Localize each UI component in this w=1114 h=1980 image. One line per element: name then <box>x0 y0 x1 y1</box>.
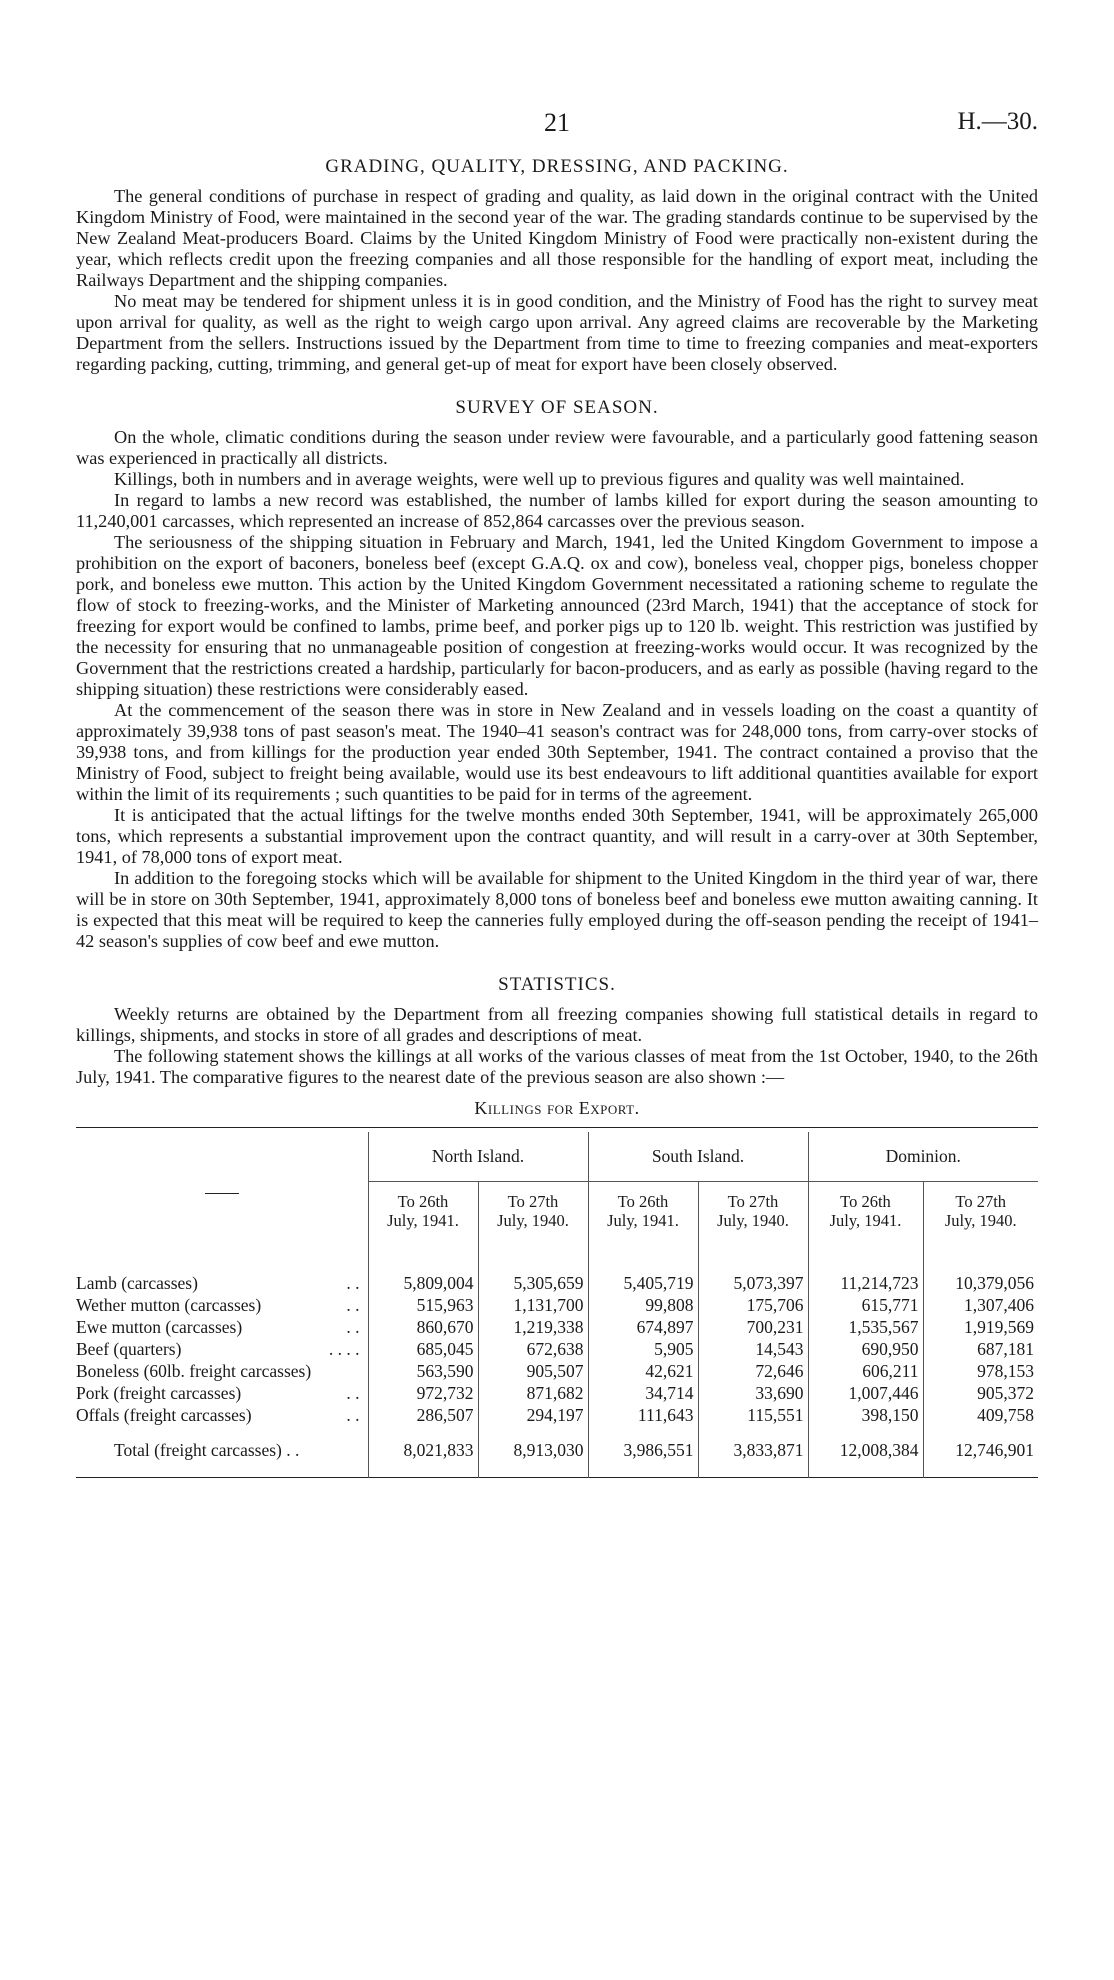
total-value: 8,913,030 <box>478 1426 588 1478</box>
group-header: South Island. <box>588 1132 808 1182</box>
table-cell: 11,214,723 <box>808 1272 923 1294</box>
table-cell: 5,809,004 <box>368 1272 478 1294</box>
table-cell: 672,638 <box>478 1338 588 1360</box>
table-cell: 286,507 <box>368 1404 478 1426</box>
total-label: Total (freight carcasses) . . <box>114 1440 300 1460</box>
page-number: 21 <box>544 108 570 137</box>
table-cell: 563,590 <box>368 1360 478 1382</box>
row-label: Wether mutton (carcasses) . . <box>76 1294 360 1315</box>
table-cell: 1,535,567 <box>808 1316 923 1338</box>
row-label: Beef (quarters) . . . . <box>76 1338 360 1359</box>
table-cell: 5,305,659 <box>478 1272 588 1294</box>
paragraph: The following statement shows the killings at all works of the various classes of meat from the 1st October, 1940, to the 26th July, 1941. The comparative figures to the nearest date of the previous season are also shown :— <box>76 1046 1038 1087</box>
section-heading-grading: GRADING, QUALITY, DRESSING, AND PACKING. <box>325 156 789 177</box>
table-cell: 674,897 <box>588 1316 698 1338</box>
table-cell: 398,150 <box>808 1404 923 1426</box>
table-cell: 1,307,406 <box>923 1294 1038 1316</box>
row-label: Offals (freight carcasses) . . <box>76 1404 360 1425</box>
table-cell: 871,682 <box>478 1382 588 1404</box>
group-header: Dominion. <box>808 1132 1038 1182</box>
table-cell: 905,507 <box>478 1360 588 1382</box>
table-cell: 1,007,446 <box>808 1382 923 1404</box>
table-row <box>76 1338 1038 1360</box>
table-cell: 33,690 <box>698 1382 808 1404</box>
row-label: Pork (freight carcasses) . . <box>76 1382 360 1403</box>
table-cell: 1,219,338 <box>478 1316 588 1338</box>
paragraph: Weekly returns are obtained by the Department from all freezing companies showing full statistical details in regard to killings, shipments, and stocks in store of all grades and descriptions of meat. <box>76 1004 1038 1045</box>
table-cell: 615,771 <box>808 1294 923 1316</box>
column-header: To 26th July, 1941. <box>588 1182 698 1253</box>
table-cell: 14,543 <box>698 1338 808 1360</box>
table-cell: 5,073,397 <box>698 1272 808 1294</box>
table-cell: 409,758 <box>923 1404 1038 1426</box>
table-cell: 34,714 <box>588 1382 698 1404</box>
table-row <box>76 1404 1038 1426</box>
document-page <box>76 108 1038 1482</box>
table-cell: 860,670 <box>368 1316 478 1338</box>
column-header: To 27th July, 1940. <box>478 1182 588 1253</box>
row-label: Ewe mutton (carcasses) . . <box>76 1316 360 1337</box>
table-cell: 115,551 <box>698 1404 808 1426</box>
table-cell: 700,231 <box>698 1316 808 1338</box>
total-value: 8,021,833 <box>368 1426 478 1478</box>
group-header: North Island. <box>368 1132 588 1182</box>
killings-table <box>76 1127 1038 1482</box>
document-reference: H.—30. <box>957 108 1038 135</box>
table-cell: 606,211 <box>808 1360 923 1382</box>
paragraph: The seriousness of the shipping situation in February and March, 1941, led the United Kingdom Government to impose a prohibition on the export of baconers, boneless beef (except G.A.Q. ox and cow), boneless veal, chopper pigs, boneless chopper pork, and boneless ewe mutton. This action by the United Kingdom Government necessitated a rationing scheme to regulate the flow of stock to freezing-works, and the Minister of Marketing announced (23rd March, 1941) that the acceptance of stock for freezing for export would be confined to lambs, prime beef, and porker pigs up to 120 lb. weight. This restriction was justified by the necessity for ensuring that no unmanageable position of congestion at freezing-works would occur. It was recognized by the Government that the restrictions created a hardship, particularly for bacon-producers, and as early as possible (having regard to the shipping situation) these restrictions were considerably eased. <box>76 532 1038 699</box>
table-row <box>76 1360 1038 1382</box>
total-value: 3,833,871 <box>698 1426 808 1478</box>
total-value: 3,986,551 <box>588 1426 698 1478</box>
table-cell: 10,379,056 <box>923 1272 1038 1294</box>
column-header: To 26th July, 1941. <box>368 1182 478 1253</box>
column-header: To 26th July, 1941. <box>808 1182 923 1253</box>
total-row <box>76 1426 1038 1478</box>
table-cell: 5,905 <box>588 1338 698 1360</box>
paragraph: Killings, both in numbers and in average weights, were well up to previous figures and quality was well maintained. <box>114 469 965 489</box>
paragraph: The general conditions of purchase in respect of grading and quality, as laid down in the original contract with the United Kingdom Ministry of Food, were maintained in the second year of the war. The grading standards continue to be supervised by the New Zealand Meat-producers Board. Claims by the United Kingdom Ministry of Food were practically non-existent during the year, which reflects credit upon the freezing companies and all those responsible for the handling of export meat, including the Railways Department and the shipping companies. <box>76 186 1038 290</box>
column-header: To 27th July, 1940. <box>923 1182 1038 1253</box>
table-cell: 72,646 <box>698 1360 808 1382</box>
table-cell: 294,197 <box>478 1404 588 1426</box>
table-cell: 111,643 <box>588 1404 698 1426</box>
table-row <box>76 1316 1038 1338</box>
table-cell: 1,131,700 <box>478 1294 588 1316</box>
table-cell: 175,706 <box>698 1294 808 1316</box>
paragraph: On the whole, climatic conditions during the season under review were favourable, and a particularly good fattening season was experienced in practically all districts. <box>76 427 1038 468</box>
paragraph: In addition to the foregoing stocks which will be available for shipment to the United Kingdom in the third year of war, there will be in store on 30th September, 1941, approximately 8,000 tons of boneless beef and boneless ewe mutton awaiting canning. It is expected that this meat will be required to keep the canneries fully employed during the off-season pending the receipt of 1941–42 season's supplies of cow beef and ewe mutton. <box>76 868 1038 951</box>
table-row <box>76 1294 1038 1316</box>
table-cell: 690,950 <box>808 1338 923 1360</box>
paragraph: No meat may be tendered for shipment unless it is in good condition, and the Ministry of Food has the right to survey meat upon arrival for quality, as well as the right to weigh cargo upon arrival. Any agreed claims are recoverable by the Marketing Department from the sellers. Instructions issued by the Department from time to time to freezing companies and meat-exporters regarding packing, cutting, trimming, and general get-up of meat for export have been closely observed. <box>76 291 1038 374</box>
table-cell: 515,963 <box>368 1294 478 1316</box>
table-caption: Killings for Export. <box>474 1098 640 1118</box>
table-body <box>76 1272 1038 1426</box>
section-heading-statistics: STATISTICS. <box>498 974 616 995</box>
row-label: Lamb (carcasses) . . <box>76 1272 360 1293</box>
table-cell: 1,919,569 <box>923 1316 1038 1338</box>
total-value: 12,746,901 <box>923 1426 1038 1478</box>
table-row <box>76 1272 1038 1294</box>
paragraph: At the commencement of the season there was in store in New Zealand and in vessels loading on the coast a quantity of approximately 39,938 tons of past season's meat. The 1940–41 season's contract was for 248,000 tons, from carry-over stocks of 39,938 tons, and from killings for the production year ended 30th September, 1941. The contract contained a proviso that the Ministry of Food, subject to freight being available, would use its best endeavours to lift additional quantities available for export within the limit of its requirements ; such quantities to be paid for in terms of the agreement. <box>76 700 1038 804</box>
section-heading-survey: SURVEY OF SEASON. <box>455 397 659 418</box>
row-label: Boneless (60lb. freight carcasses) <box>76 1360 312 1381</box>
table-cell: 5,405,719 <box>588 1272 698 1294</box>
table-cell: 99,808 <box>588 1294 698 1316</box>
table-cell: 687,181 <box>923 1338 1038 1360</box>
paragraph: In regard to lambs a new record was established, the number of lambs killed for export during the season amounting to 11,240,001 carcasses, which represented an increase of 852,864 carcasses over the previous season. <box>76 490 1038 531</box>
stub-header <box>76 1132 368 1252</box>
page-header <box>76 108 1038 142</box>
table-cell: 685,045 <box>368 1338 478 1360</box>
total-value: 12,008,384 <box>808 1426 923 1478</box>
paragraph: It is anticipated that the actual liftings for the twelve months ended 30th September, 1941, will be approximately 265,000 tons, which represents a substantial improvement upon the contract quantity, and will result in a carry-over at 30th September, 1941, of 78,000 tons of export meat. <box>76 805 1038 867</box>
table-cell: 42,621 <box>588 1360 698 1382</box>
column-header: To 27th July, 1940. <box>698 1182 808 1253</box>
table-row <box>76 1382 1038 1404</box>
table-cell: 972,732 <box>368 1382 478 1404</box>
table-cell: 905,372 <box>923 1382 1038 1404</box>
table-cell: 978,153 <box>923 1360 1038 1382</box>
